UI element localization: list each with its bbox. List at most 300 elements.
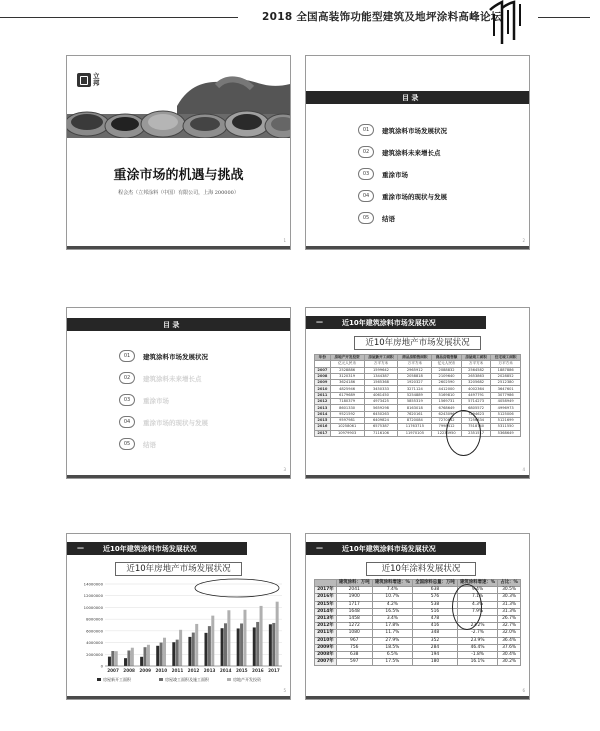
toc-number: 03 <box>119 394 135 406</box>
slide-real-estate-table <box>305 307 530 479</box>
bar-房地产开发投资 <box>211 616 214 666</box>
table-cell: 4825946 <box>330 386 364 392</box>
table-cell: 2028852 <box>491 373 521 379</box>
table-cell: 8601330 <box>330 405 364 411</box>
table-cell: 7270842 <box>432 417 462 423</box>
table-header: 建筑涂料增速：% <box>457 580 497 587</box>
bar-房屋竣工面积 <box>208 626 211 666</box>
coatings-table-body <box>315 587 521 666</box>
table-cell: 4973425 <box>364 399 398 405</box>
x-tick-label: 2016 <box>252 668 264 673</box>
table-header: 房屋竣工面积 <box>461 355 491 361</box>
toc-number: 04 <box>119 416 135 428</box>
highlight-circle <box>446 410 481 456</box>
y-tick-label: 6000000 <box>86 628 103 634</box>
bar-房屋竣工面积 <box>111 651 114 666</box>
table-cell-year: 2015 <box>315 417 331 423</box>
table-row <box>315 615 521 622</box>
table-cell: 2653863 <box>461 373 491 379</box>
table-row <box>315 637 521 644</box>
table-subheader: 亿元人民币 <box>432 361 462 367</box>
highlight-circle <box>195 579 279 597</box>
table-cell-year: 2014 <box>315 411 331 417</box>
toc-label: 建筑涂料未来增长点 <box>382 149 441 157</box>
bar-房屋竣工面积 <box>144 647 147 666</box>
table-cell: 3624186 <box>330 380 364 386</box>
table-header: 商品房销售面积 <box>398 355 432 361</box>
table-cell: 478 <box>413 615 458 622</box>
dash-icon: — <box>316 318 323 326</box>
table-cell: 30.2% <box>498 659 521 666</box>
table-cell: 9.4% <box>457 587 497 594</box>
table-cell-year: 2011 <box>315 392 331 398</box>
table-cell: 3205682 <box>461 380 491 386</box>
table-cell: 6805572 <box>461 405 491 411</box>
y-tick-label: 14000000 <box>83 581 103 587</box>
bar-房地产开发投资 <box>131 648 134 666</box>
table-cell: 32.0% <box>498 630 521 637</box>
table-subheader: 万平方米 <box>364 361 398 367</box>
table-cell-year: 2011年 <box>315 630 337 637</box>
slide-title-bar <box>306 542 486 555</box>
bar-房屋新开工面积 <box>221 628 224 666</box>
table-row <box>315 608 521 615</box>
table-cell: 16.5% <box>372 608 412 615</box>
x-tick-label: 2015 <box>235 668 248 673</box>
toc-item <box>67 372 290 388</box>
x-tick-label: 2008 <box>123 668 135 673</box>
bar-房屋新开工面积 <box>156 646 159 666</box>
table-cell: 416 <box>413 623 458 630</box>
bar-房屋新开工面积 <box>140 657 143 666</box>
x-tick-label: 2007 <box>107 668 119 673</box>
bar-房地产开发投资 <box>243 610 246 666</box>
page-number: 1 <box>283 238 286 243</box>
table-cell: 352 <box>413 637 458 644</box>
table-cell: 5855319 <box>398 399 432 405</box>
table-row <box>315 630 521 637</box>
table-cell: 4412000 <box>432 386 462 392</box>
toc-number: 01 <box>119 350 135 362</box>
page-number: 3 <box>283 467 286 472</box>
bar-房屋竣工面积 <box>256 622 259 666</box>
table-cell: 31.3% <box>498 601 521 608</box>
bar-房屋新开工面积 <box>204 633 207 666</box>
toc-number: 01 <box>358 124 374 136</box>
table-cell: 1565368 <box>364 380 398 386</box>
table-row <box>315 594 521 601</box>
toc-label: 重涂市场的现状与发展 <box>143 419 208 427</box>
y-tick-label: 10000000 <box>83 604 103 610</box>
table-cell: 538 <box>413 601 458 608</box>
table-cell: 4.2% <box>372 601 412 608</box>
table-cell-year: 2013 <box>315 405 331 411</box>
bar-chart <box>67 578 290 696</box>
table-header: 全国涂料总量：万吨 <box>413 580 458 587</box>
table-header-row <box>315 580 521 587</box>
table-cell: 2564582 <box>461 367 491 373</box>
table-subheader: 万平方米 <box>461 361 491 367</box>
table-cell: 3647601 <box>491 386 521 392</box>
bar-房地产开发投资 <box>276 602 279 666</box>
table-cell: 638 <box>336 651 372 658</box>
x-tick-label: 2017 <box>268 668 280 673</box>
table-cell: 6409824 <box>364 417 398 423</box>
table-cell: 194 <box>413 651 458 658</box>
toc-label: 建筑涂料市场发展状况 <box>382 127 447 135</box>
table-cell: 5125006 <box>491 411 521 417</box>
table-cell-year: 2010年 <box>315 637 337 644</box>
table-cell: 4497791 <box>461 392 491 398</box>
table-cell-year: 2009年 <box>315 644 337 651</box>
toc-item <box>67 416 290 432</box>
table-cell: 37.6% <box>498 644 521 651</box>
bar-房屋竣工面积 <box>160 643 163 666</box>
table-cell: 6243096 <box>432 411 462 417</box>
table-cell: 7998412 <box>432 424 462 430</box>
table-cell: 4002364 <box>461 386 491 392</box>
table-cell: 23.2% <box>457 623 497 630</box>
legend-label: 房屋竣工面积及施工面积 <box>165 677 209 682</box>
toc-number: 02 <box>119 372 135 384</box>
paint-cans-image <box>67 76 290 138</box>
real-estate-table <box>314 354 521 437</box>
table-cell: 6575387 <box>364 424 398 430</box>
bar-房屋竣工面积 <box>224 623 227 666</box>
table-cell: 36.4% <box>498 637 521 644</box>
table-cell: 6179689 <box>330 392 364 398</box>
table-cell: 4996973 <box>491 405 521 411</box>
table-cell: 180 <box>413 659 458 666</box>
table-cell: 5169810 <box>432 392 462 398</box>
toc-number: 02 <box>358 146 374 158</box>
table-cell-year: 2010 <box>315 386 331 392</box>
table-cell: 7294623 <box>461 411 491 417</box>
table-cell: 967 <box>336 637 372 644</box>
table-cell: 16.1% <box>457 659 497 666</box>
bar-房地产开发投资 <box>115 651 118 666</box>
table-cell: 32.7% <box>498 623 521 630</box>
table-cell: 1569731 <box>432 399 462 405</box>
table-subheader: 万平方米 <box>398 361 432 367</box>
slide-title: 近10年建筑涂料市场发展状况 <box>342 545 436 553</box>
table-row <box>315 644 521 651</box>
slide-title: 近10年建筑涂料市场发展状况 <box>342 319 436 327</box>
slide1-title: 重涂市场的机遇与挑战 <box>113 168 244 183</box>
toc-item <box>306 212 529 228</box>
toc-item <box>67 394 290 410</box>
slide-subtitle: 近10年涂料发展状况 <box>366 562 476 576</box>
table-subheader: 亿元人民币 <box>330 361 364 367</box>
table-row <box>315 651 521 658</box>
table-cell: 8163018 <box>398 405 432 411</box>
slide-title: 近10年建筑涂料市场发展状况 <box>103 545 197 553</box>
legend-label: 房屋新开工面积 <box>103 677 131 682</box>
table-cell: 17.5% <box>372 659 412 666</box>
slide-coatings-table <box>305 533 530 700</box>
forum-logo-icon <box>486 0 526 44</box>
table-cell: 1900 <box>336 594 372 601</box>
table-cell: 7620161 <box>398 411 432 417</box>
bar-房地产开发投资 <box>227 610 230 666</box>
toc-label: 建筑涂料未来增长点 <box>143 375 202 383</box>
toc-title: 目 录 <box>163 321 180 329</box>
bar-房屋竣工面积 <box>192 633 195 666</box>
slide-toc <box>305 55 530 250</box>
table-cell: 5368649 <box>491 430 521 436</box>
toc-item <box>306 146 529 162</box>
table-header: 建筑涂料：万吨 <box>336 580 372 587</box>
table-cell: 5254889 <box>398 392 432 398</box>
page-number: 2 <box>522 238 525 243</box>
bar-房屋新开工面积 <box>237 628 240 666</box>
table-cell: 7518740 <box>461 424 491 430</box>
table-cell: 1272 <box>336 623 372 630</box>
table-cell: 3271124 <box>398 386 432 392</box>
table-cell: 6.5% <box>372 651 412 658</box>
bar-房地产开发投资 <box>179 630 182 666</box>
page-header-title: 2018 全国高装饰功能型建筑及地坪涂料高峰论坛 <box>262 11 502 23</box>
legend-swatch <box>227 678 231 681</box>
bar-房屋新开工面积 <box>124 658 127 666</box>
y-tick-label: 4000000 <box>86 640 103 646</box>
table-cell-year: 2009 <box>315 380 331 386</box>
table-cell-year: 2015年 <box>315 601 337 608</box>
table-cell-year: 2012 <box>315 399 331 405</box>
table-cell: 31.3% <box>498 608 521 615</box>
table-cell: 4058949 <box>491 399 521 405</box>
table-header: 占比：% <box>498 580 521 587</box>
table-cell: 516 <box>413 608 458 615</box>
table-cell: 1887886 <box>491 367 521 373</box>
table-cell: 2109640 <box>432 373 462 379</box>
table-cell: 2965912 <box>398 367 432 373</box>
table-cell: -1.8% <box>457 651 497 658</box>
table-cell: 10.7% <box>372 594 412 601</box>
table-cell: 2528886 <box>330 367 364 373</box>
page-number: 6 <box>522 688 525 693</box>
table-cell-year: 2016 <box>315 424 331 430</box>
table-cell: 3450333 <box>364 386 398 392</box>
table-cell: 9521592 <box>330 411 364 417</box>
bar-房屋新开工面积 <box>108 657 111 666</box>
table-cell: 11970105 <box>398 430 432 436</box>
table-cell: 756 <box>336 644 372 651</box>
table-cell: 2041 <box>336 587 372 594</box>
table-cell: 10979903 <box>330 430 364 436</box>
legend-swatch <box>159 678 163 681</box>
page-number: 4 <box>522 467 525 472</box>
table-header: 商品房销售额 <box>432 355 462 361</box>
table-cell: 5121699 <box>491 417 521 423</box>
table-header: 住宅竣工面积 <box>491 355 521 361</box>
table-cell: 23.9% <box>457 637 497 644</box>
table-cell: 7.9% <box>457 608 497 615</box>
bar-房地产开发投资 <box>147 645 150 666</box>
toc-number: 05 <box>358 212 374 224</box>
toc-item <box>306 190 529 206</box>
table-cell: 1344387 <box>364 373 398 379</box>
table-cell: 597 <box>336 659 372 666</box>
table-cell: 7.4% <box>372 587 412 594</box>
slide-title-bar <box>306 316 486 329</box>
bar-房屋新开工面积 <box>269 624 272 666</box>
toc-label: 结语 <box>382 215 395 223</box>
table-cell: 1648 <box>336 608 372 615</box>
toc-item <box>306 124 529 140</box>
table-cell: 7256834 <box>461 417 491 423</box>
y-tick-label: 8000000 <box>86 616 103 622</box>
table-cell: 12233950 <box>432 430 462 436</box>
bar-房屋竣工面积 <box>176 640 179 666</box>
legend-swatch <box>97 678 101 681</box>
bar-房地产开发投资 <box>163 638 166 666</box>
table-header: 年份 <box>315 355 331 361</box>
table-cell: 1599642 <box>364 367 398 373</box>
table-cell-year: 2017年 <box>315 587 337 594</box>
toc-item <box>67 350 290 366</box>
table-cell: 17.8% <box>372 623 412 630</box>
table-row <box>315 430 521 436</box>
table-row <box>315 587 521 594</box>
table-cell: 10258061 <box>330 424 364 430</box>
table-cell: 2351517 <box>461 430 491 436</box>
table-cell: 6450263 <box>364 411 398 417</box>
table-cell: 1458 <box>336 615 372 622</box>
header-rule-left <box>0 17 238 18</box>
bar-房地产开发投资 <box>260 606 263 666</box>
x-tick-label: 2013 <box>203 668 216 673</box>
table-header <box>315 580 337 587</box>
slide-subtitle: 近10年房地产市场发展状况 <box>115 562 242 576</box>
slide-toc-highlight <box>66 307 291 479</box>
toc-label: 重涂市场的现状与发展 <box>382 193 447 201</box>
table-cell: 3120319 <box>330 373 364 379</box>
table-header: 房屋新开工面积 <box>364 355 398 361</box>
coatings-table <box>314 579 521 666</box>
bar-房屋竣工面积 <box>272 623 275 666</box>
x-tick-label: 2014 <box>219 668 232 673</box>
x-tick-label: 2009 <box>139 668 152 673</box>
table-cell-year: 2008年 <box>315 651 337 658</box>
table-cell: -2.7% <box>457 630 497 637</box>
table-cell: 6768649 <box>432 405 462 411</box>
slide-title <box>66 55 291 250</box>
logo-text: 立邦 <box>93 72 100 87</box>
table-cell: 11763715 <box>398 424 432 430</box>
table-cell-year: 2007年 <box>315 659 337 666</box>
table-cell-year: 2012年 <box>315 623 337 630</box>
y-tick-label: 12000000 <box>83 593 103 599</box>
bar-房屋新开工面积 <box>172 642 175 666</box>
table-cell: 26.7% <box>498 615 521 622</box>
table-cell: 7.1% <box>457 594 497 601</box>
x-tick-label: 2011 <box>171 668 184 673</box>
table-cell: 1080 <box>336 630 372 637</box>
toc-label: 建筑涂料市场发展状况 <box>143 353 208 361</box>
table-cell: 18.5% <box>372 644 412 651</box>
toc-number: 05 <box>119 438 135 450</box>
y-tick-label: 0 <box>100 663 103 669</box>
table-cell-year: 2013年 <box>315 615 337 622</box>
real-estate-table-body <box>315 367 521 436</box>
bar-房屋新开工面积 <box>188 637 191 666</box>
table-subheader: 万平方米 <box>491 361 521 367</box>
table-cell: 3077986 <box>491 392 521 398</box>
table-cell-year: 2007 <box>315 367 331 373</box>
table-cell: 8720084 <box>398 417 432 423</box>
table-cell: 46.4% <box>457 644 497 651</box>
table-cell: 576 <box>413 594 458 601</box>
table-header: 建筑涂料增速：% <box>372 580 412 587</box>
table-cell: 27.9% <box>372 637 412 644</box>
slide-title-bar <box>67 542 247 555</box>
header-rule-right <box>538 17 590 18</box>
table-cell: 30.5% <box>498 587 521 594</box>
table-cell: 5311550 <box>491 424 521 430</box>
toc-number: 04 <box>358 190 374 202</box>
toc-label: 重涂市场 <box>143 397 169 405</box>
toc-label: 重涂市场 <box>382 171 408 179</box>
toc-label: 结语 <box>143 441 156 449</box>
table-row <box>315 601 521 608</box>
toc-item <box>306 168 529 184</box>
toc-title: 目 录 <box>402 94 419 102</box>
table-cell: 348 <box>413 630 458 637</box>
table-cell: 638 <box>413 587 458 594</box>
table-cell-year: 2017 <box>315 430 331 436</box>
table-cell: 3.4% <box>372 615 412 622</box>
toc-item <box>67 438 290 454</box>
slide-subtitle: 近10年房地产市场发展状况 <box>354 336 481 350</box>
table-cell: 1717 <box>336 601 372 608</box>
x-tick-label: 2010 <box>155 668 168 673</box>
table-cell-year: 2008 <box>315 373 331 379</box>
table-cell: 5714273 <box>461 399 491 405</box>
table-row <box>315 623 521 630</box>
bar-房地产开发投资 <box>195 624 198 666</box>
table-cell-year: 2014年 <box>315 608 337 615</box>
table-cell: 1920327 <box>398 380 432 386</box>
table-row <box>315 659 521 666</box>
table-cell: 2602590 <box>432 380 462 386</box>
toc-title-bar <box>67 318 290 331</box>
dash-icon: — <box>316 544 323 552</box>
table-cell: 9597981 <box>330 417 364 423</box>
table-cell: 7180379 <box>330 399 364 405</box>
table-header: 房地产开发投资 <box>330 355 364 361</box>
slide-real-estate-chart <box>66 533 291 700</box>
bar-房屋新开工面积 <box>253 627 256 666</box>
table-cell-year: 2016年 <box>315 594 337 601</box>
toc-title-bar <box>306 91 529 104</box>
highlight-circle <box>452 584 482 630</box>
y-tick-label: 2000000 <box>86 651 103 657</box>
table-cell: 4.3% <box>457 601 497 608</box>
table-cell: 11.7% <box>372 630 412 637</box>
bar-房屋竣工面积 <box>240 623 243 666</box>
toc-number: 03 <box>358 168 374 180</box>
x-tick-label: 2012 <box>187 668 200 673</box>
dash-icon: — <box>77 544 84 552</box>
legend-label: 房地产开发投资 <box>233 677 261 682</box>
table-cell: 2058818 <box>398 373 432 379</box>
table-cell: 4061450 <box>364 392 398 398</box>
table-cell: 284 <box>413 644 458 651</box>
table-cell: 30.4% <box>498 651 521 658</box>
table-cell: 30.3% <box>498 594 521 601</box>
table-cell: 5659298 <box>364 405 398 411</box>
